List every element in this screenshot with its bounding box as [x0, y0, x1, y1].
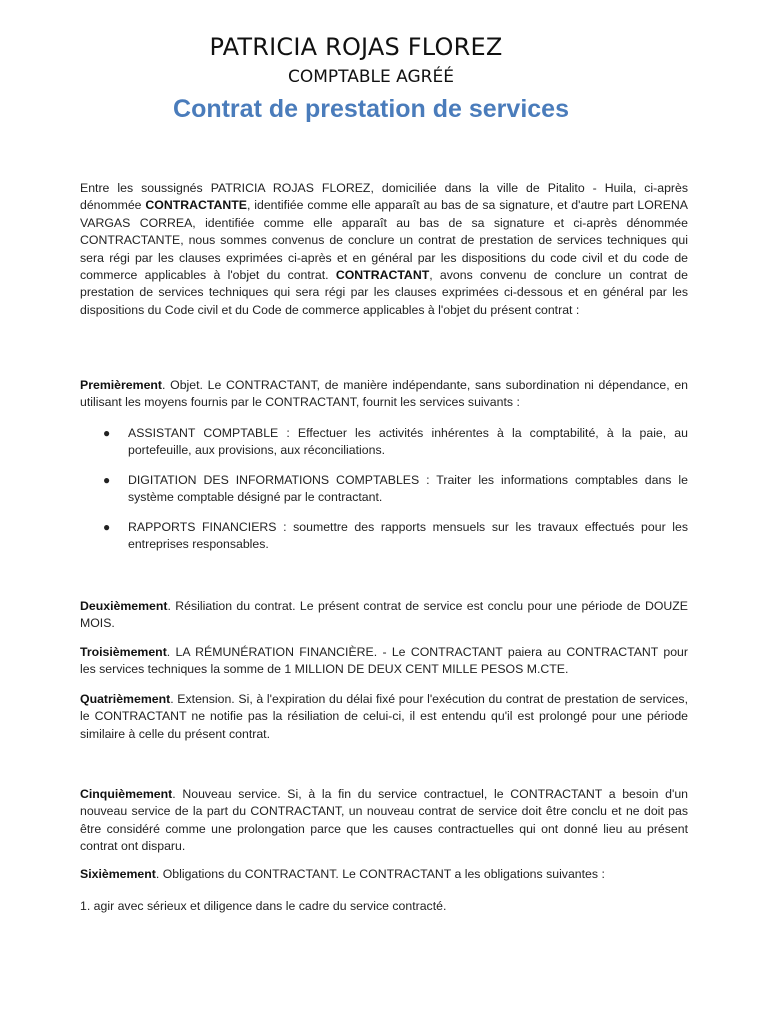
clause-label: Cinquièmement [80, 787, 173, 801]
clause-sixiemement: Sixièmement. Obligations du CONTRACTANT. Le CONTRACTANT a les obligations suivantes : [80, 867, 605, 881]
author-role: COMPTABLE AGRÉÉ [288, 67, 454, 87]
bullet-icon: ● [103, 472, 111, 487]
bullet-icon: ● [103, 519, 111, 534]
contractante-term: CONTRACTANTE [145, 198, 247, 213]
contractant-term: CONTRACTANT [335, 268, 430, 283]
clause-label: Sixièmement [80, 867, 156, 881]
obligation-item: 1. agir avec sérieux et diligence dans le cadre du service contracté. [80, 899, 447, 913]
clause-label: Premièrement [80, 378, 163, 392]
list-item: ● RAPPORTS FINANCIERS : soumettre des rapports mensuels sur les travaux effectués pour les entreprises responsables. [103, 519, 688, 552]
services-list [80, 425, 688, 565]
intro-paragraph: Entre les soussignés PATRICIA ROJAS FLOREZ, domiciliée dans la ville de Pitalito - Huila, ci-après dénommée CONTRACTANTE, identifiée comme elle apparaît au bas de sa signature, et d'autre part LORENA VARGAS CORREA, identifiée comme elle apparaît au bas de sa signature et ci-après dénommée CONTRACTANTE, nous sommes convenus de conclure un contrat de prestation de services techniques qui sera régi par les clauses exprimées ci-après et en général par les dispositions du code civil et du code de commerce applicables à l'objet du contrat. CONTRACTANT, avons convenu de conclure un contrat de prestation de services techniques qui sera régi par les clauses exprimées ci-dessous et en général par les dispositions du Code civil et du Code de commerce applicables à l'objet du présent contrat : [80, 181, 688, 317]
clause-label: Quatrièmement [80, 692, 171, 706]
clause-cinquiemement: Cinquièmement. Nouveau service. Si, à la fin du service contractuel, le CONTRACTANT a besoin d'un nouveau service de la part du CONTRACTANT, un nouveau contrat de service doit être conclu et ne doit pas être considéré comme une prolongation parce que les causes contractuelles qui ont donné lieu au présent contrat ont disparu. [80, 787, 688, 854]
author-name: PATRICIA ROJAS FLOREZ [209, 33, 503, 61]
clause-label: Deuxièmement [80, 599, 168, 613]
document-title: Contrat de prestation de services [173, 95, 569, 123]
clause-label: Troisièmement [80, 645, 167, 659]
clause-deuxiemement: Deuxièmement. Résiliation du contrat. Le présent contrat de service est conclu pour une période de DOUZE MOIS. [80, 599, 688, 631]
list-item: ● ASSISTANT COMPTABLE : Effectuer les activités inhérentes à la comptabilité, à la paie, au portefeuille, aux provisions, aux réconciliations. [103, 426, 688, 458]
bullet-icon: ● [103, 426, 111, 440]
list-item: ● DIGITATION DES INFORMATIONS COMPTABLES : Traiter les informations comptables dans le système comptable désigné par le contractant. [103, 472, 688, 505]
clause-premierement: Premièrement. Objet. Le CONTRACTANT, de manière indépendante, sans subordination ni dépendance, en utilisant les moyens fournis par le CONTRACTANT, fournit les services suivants : [80, 378, 688, 410]
clause-troisiemement: Troisièmement. LA RÉMUNÉRATION FINANCIÈRE. - Le CONTRACTANT paiera au CONTRACTANT pour les services techniques la somme de 1 MILLION DE DEUX CENT MILLE PESOS M.CTE. [80, 645, 688, 677]
clause-quatriemement: Quatrièmement. Extension. Si, à l'expiration du délai fixé pour l'exécution du contrat de prestation de services, le CONTRACTANT ne notifie pas la résiliation de celui-ci, il est entendu qu'il est prolongé pour une période similaire à celle du présent contrat. [80, 692, 688, 741]
